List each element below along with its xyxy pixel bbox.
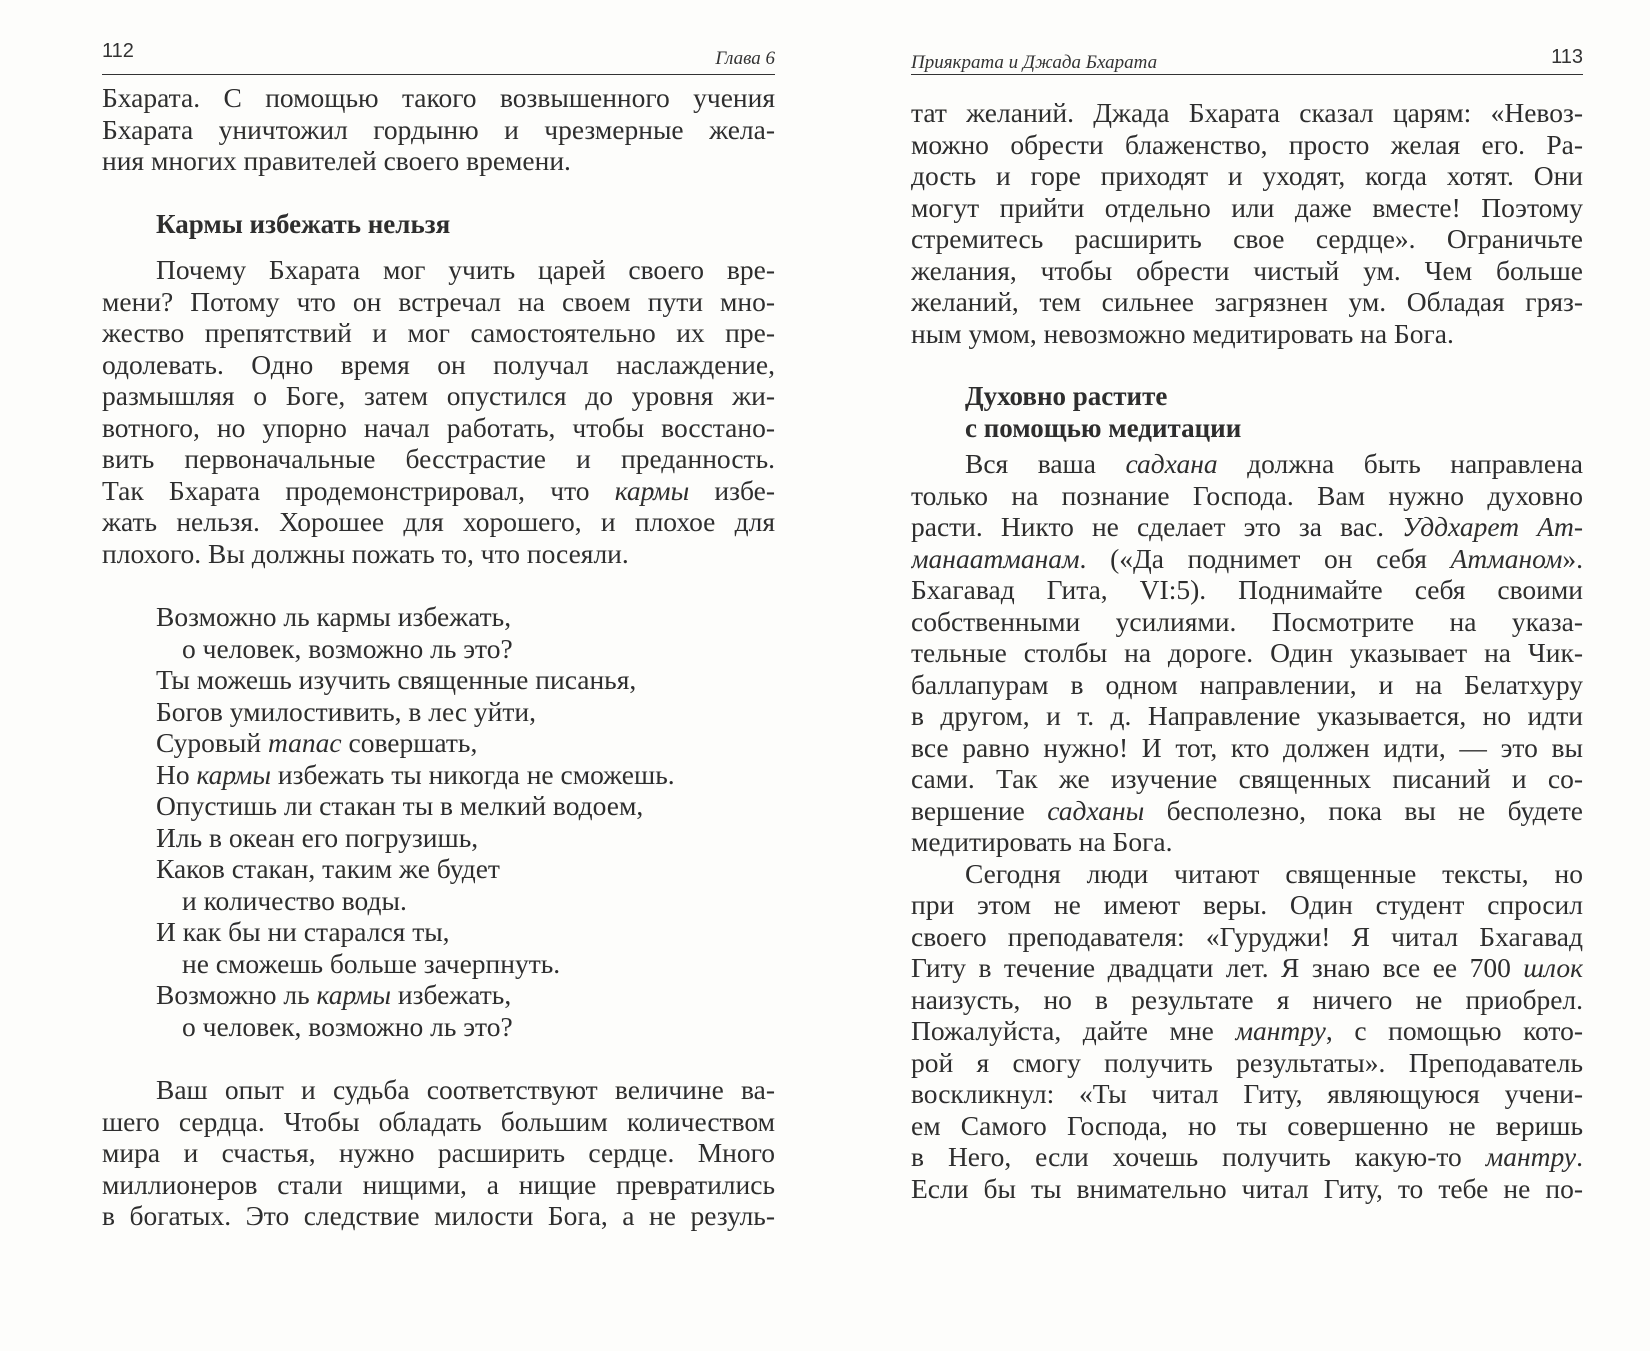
text-line: ным умом, невозможно медитировать на Бога. (911, 317, 1454, 349)
verse-line: Богов умилостивить, в лес уйти, (156, 695, 536, 727)
running-head-left (102, 30, 775, 75)
verse-line: Возможно ль кармы избежать, (156, 601, 512, 632)
text-line: в другом, и т. д. Направление указывается, но идти (911, 700, 1583, 731)
text-line: Вся ваша садхана должна быть направлена (965, 448, 1583, 479)
page-number-left: 112 (102, 40, 134, 62)
section-heading: с помощью медитации (965, 412, 1242, 443)
text-line: тельные столбы на дороге. Один указывает на Чик- (911, 637, 1583, 668)
text-line: сами. Так же изучение священных писаний и со- (911, 763, 1583, 794)
verse-line: о человек, возможно ль это? (182, 632, 513, 664)
text-line: наизусть, но в результате я ничего не приобрел. (911, 983, 1583, 1015)
text-line: шего сердца. Чтобы обладать большим количеством (102, 1105, 775, 1137)
section-heading: Кармы избежать нельзя (156, 208, 451, 239)
verse-line: И как бы ни старался ты, (156, 916, 450, 947)
verse-line: Ты можешь изучить священные писанья, (156, 664, 637, 695)
text-line: все равно нужно! И тот, кто должен идти, — это вы (911, 731, 1583, 763)
text-line: Пожалуйста, дайте мне мантру, с помощью кото- (911, 1015, 1583, 1046)
text-line: мени? Потому что он встречал на своем пути мно- (102, 285, 775, 317)
text-line: Почему Бхарата мог учить царей своего вре- (156, 254, 775, 285)
text-line: Так Бхарата продемонстрировал, что кармы избе- (102, 474, 775, 506)
text-line: вить первоначальные бесстрастие и преданность. (102, 443, 775, 474)
verse-line: Каков стакан, таким же будет (156, 853, 500, 884)
right-page (820, 0, 1650, 1351)
text-line: тат желаний. Джада Бхарата сказал царям: «Невоз- (911, 97, 1583, 128)
verse-line: Суровый тапас совершать, (156, 727, 478, 758)
text-line: рой я смогу получить результаты». Преподаватель (911, 1046, 1583, 1078)
text-line: расти. Никто не сделает это за вас. Уддхарет Ат- (911, 511, 1583, 542)
verse-line: и количество воды. (182, 884, 407, 916)
verse-line: не сможешь больше зачерпнуть. (182, 947, 561, 979)
text-line: желаний, тем сильнее загрязнен ум. Обладая гряз- (911, 286, 1583, 317)
running-head-right (911, 30, 1583, 75)
text-line: одолевать. Одно время он получал наслаждение, (102, 348, 775, 380)
verse-line: Иль в океан его погрузишь, (156, 821, 479, 853)
text-line: ния многих правителей своего времени. (102, 145, 571, 176)
text-line: дость и горе приходят и уходят, когда хотят. Они (911, 160, 1583, 191)
text-line: миллионеров стали нищими, а нищие превратились (102, 1168, 775, 1200)
section-running-title: Приякрата и Джада Бхарата (911, 52, 1158, 73)
verse-line: о человек, возможно ль это? (182, 1010, 513, 1042)
text-line: баллапурам в одном направлении, и на Белатхуру (911, 668, 1583, 700)
text-line: Бхагавад Гита, VI:5). Поднимайте себя своими (911, 574, 1583, 605)
verse-line: Возможно ль кармы избежать, (156, 979, 512, 1010)
text-line: жество препятствий и мог самостоятельно их пре- (102, 317, 775, 348)
text-line: можно обрести блаженство, просто желая его. Ра- (911, 128, 1583, 160)
text-line: в богатых. Это следствие милости Бога, а не резуль- (102, 1200, 775, 1231)
text-line: своего преподавателя: «Гуруджи! Я читал Бхагавад (911, 920, 1583, 952)
verse-line: Опустишь ли стакан ты в мелкий водоем, (156, 790, 644, 821)
verse-line: Но кармы избежать ты никогда не сможешь. (156, 758, 675, 790)
text-line: жать нельзя. Хорошее для хорошего, и плохое для (102, 506, 775, 537)
text-line: Сегодня люди читают священные тексты, но (965, 857, 1583, 889)
text-line: желания, чтобы обрести чистый ум. Чем больше (911, 254, 1583, 286)
text-line: мира и счастья, нужно расширить сердце. Много (102, 1137, 775, 1168)
text-line: воскликнул: «Ты читал Гиту, являющуюся учени- (911, 1078, 1583, 1109)
text-line: Если бы ты внимательно читал Гиту, то тебе не по- (911, 1172, 1583, 1204)
text-line: в Него, если хочешь получить какую-то мантру. (911, 1141, 1583, 1172)
text-line: при этом не имеют веры. Один студент спросил (911, 889, 1583, 920)
text-line: медитировать на Бога. (911, 826, 1173, 857)
text-line: Бхарата. С помощью такого возвышенного учения (102, 82, 775, 113)
section-heading: Духовно растите (965, 381, 1168, 411)
page-number-right: 113 (1551, 46, 1583, 68)
text-line: размышляя о Боге, затем опустился до уровня жи- (102, 380, 775, 411)
chapter-title: Глава 6 (715, 48, 775, 69)
text-line: стремитесь расширить свое сердце». Ограничьте (911, 223, 1583, 254)
text-line: ем Самого Господа, но ты совершенно не веришь (911, 1109, 1583, 1141)
right-body-text (911, 97, 1583, 1204)
text-line: Бхарата уничтожил гордыню и чрезмерные жела- (102, 113, 775, 145)
text-line: плохого. Вы должны пожать то, что посеяли. (102, 537, 629, 569)
text-line: собственными усилиями. Посмотрите на указа- (911, 605, 1583, 637)
text-line: только на познание Господа. Вам нужно духовно (911, 479, 1583, 511)
text-line: вотного, но упорно начал работать, чтобы восстано- (102, 411, 775, 443)
left-body-text (102, 82, 775, 1232)
text-line: Гиту в течение двадцати лет. Я знаю все ее 700 шлок (911, 952, 1583, 983)
text-line: Ваш опыт и судьба соответствуют величине ва- (156, 1074, 775, 1105)
text-line: вершение садханы бесполезно, пока вы не будете (911, 794, 1583, 826)
text-line: могут прийти отдельно или даже вместе! Поэтому (911, 191, 1583, 223)
left-page (0, 0, 780, 1351)
text-line: манаатманам. («Да поднимет он себя Атманом». (911, 542, 1583, 574)
